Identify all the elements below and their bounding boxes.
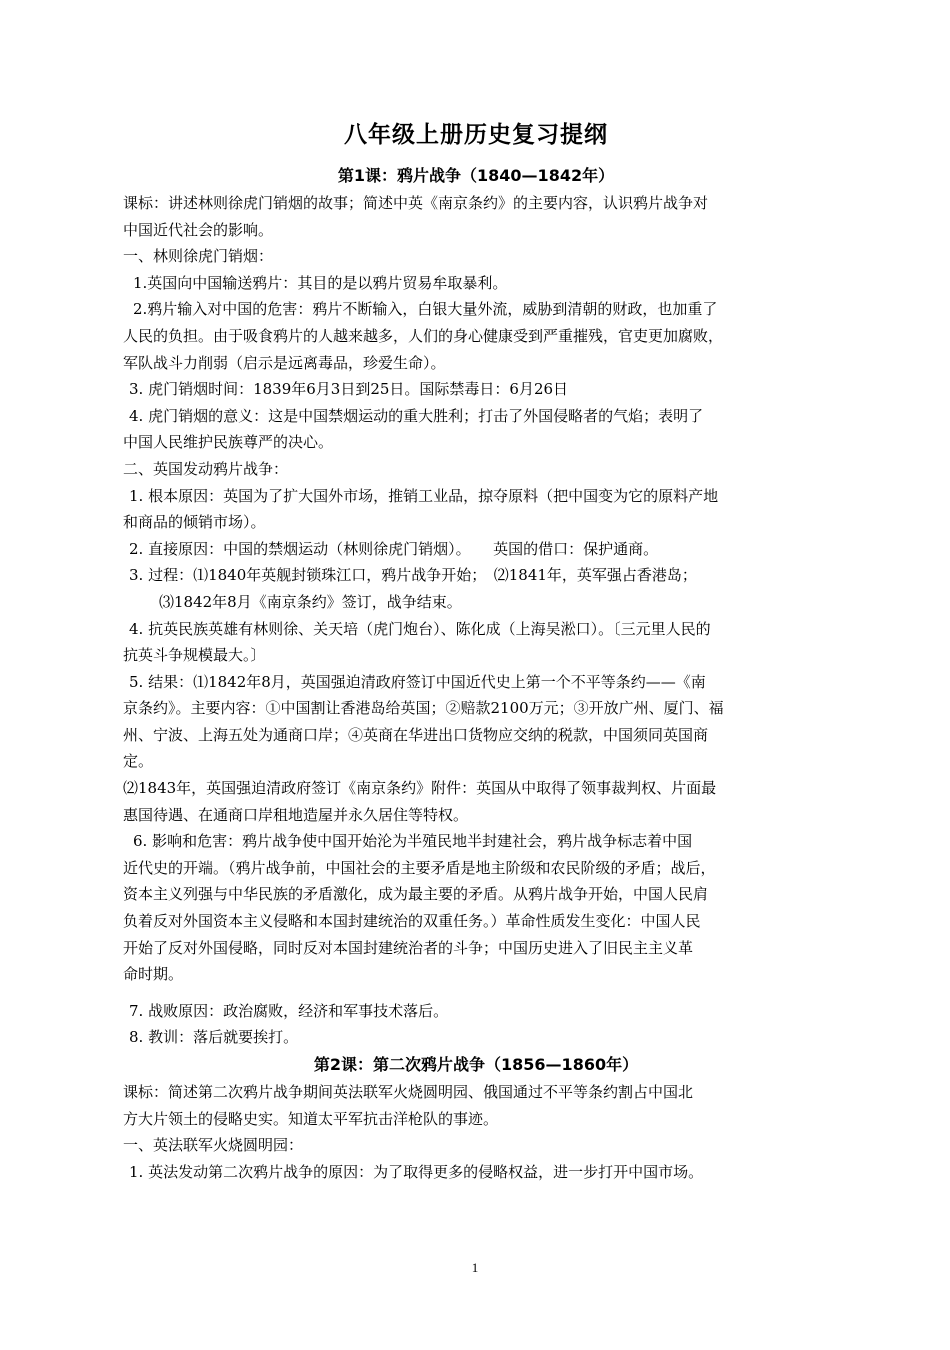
text-line: 惠国待遇、在通商口岸租地造屋并永久居住等特权。 bbox=[123, 805, 469, 824]
text-line: 定。 bbox=[123, 752, 154, 771]
text-line: 4. 抗英民族英雄有林则徐、关天培（虎门炮台）、陈化成（上海吴淞口）。〔三元里人民的 bbox=[129, 619, 711, 638]
text-line: 和商品的倾销市场）。 bbox=[123, 513, 266, 532]
text-line: 抗英斗争规模最大。〕 bbox=[123, 646, 266, 665]
text-line: 2. 直接原因：中国的禁烟运动（林则徐虎门销烟）。 英国的借口：保护通商。 bbox=[129, 539, 659, 558]
text-line: 京条约》。主要内容：①中国割让香港岛给英国；②赔款2100万元；③开放广州、厦门、福 bbox=[123, 699, 724, 718]
text-line: 8. 教训：落后就要挨打。 bbox=[129, 1028, 299, 1047]
section-heading: 一、林则徐虎门销烟： bbox=[123, 247, 274, 266]
text-line: 中国人民维护民族尊严的决心。 bbox=[123, 433, 334, 452]
text-line: 人民的负担。由于吸食鸦片的人越来越多，人们的身心健康受到严重摧残，官吏更加腐败， bbox=[123, 326, 724, 345]
text-line: 负着反对外国资本主义侵略和本国封建统治的双重任务。）革命性质发生变化：中国人民 bbox=[123, 912, 701, 931]
text-line: ⑶1842年8月《南京条约》签订，战争结束。 bbox=[129, 592, 462, 611]
text-line: ⑵1843年，英国强迫清政府签订《南京条约》附件：英国从中取得了领事裁判权、片面最 bbox=[123, 779, 717, 798]
text-line: 3. 虎门销烟时间：1839年6月3日到25日。国际禁毒日：6月26日 bbox=[129, 380, 569, 399]
text-line: 中国近代社会的影响。 bbox=[123, 220, 274, 239]
text-line: 5. 结果：⑴1842年8月，英国强迫清政府签订中国近代史上第一个不平等条约——《南 bbox=[129, 672, 706, 691]
spacer bbox=[123, 988, 829, 998]
text-line: 课标：讲述林则徐虎门销烟的故事；简述中英《南京条约》的主要内容，认识鸦片战争对 bbox=[123, 194, 709, 212]
text-line: 资本主义列强与中华民族的矛盾激化，成为最主要的矛盾。从鸦片战争开始，中国人民肩 bbox=[123, 885, 709, 904]
lesson2-title: 第2课：第二次鸦片战争（1856—1860年） bbox=[313, 1055, 639, 1074]
text-line: 3. 过程：⑴1840年英舰封锁珠江口，鸦片战争开始； ⑵1841年，英军强占香港岛； bbox=[129, 566, 697, 585]
lesson1-title: 第1课：鸦片战争（1840—1842年） bbox=[337, 166, 615, 185]
text-line: 1. 根本原因：英国为了扩大国外市场，推销工业品，掠夺原料（把中国变为它的原料产地 bbox=[129, 486, 719, 505]
text-line: 课标：简述第二次鸦片战争期间英法联军火烧圆明园、俄国通过不平等条约割占中国北 bbox=[123, 1083, 694, 1101]
text-line: 4. 虎门销烟的意义：这是中国禁烟运动的重大胜利；打击了外国侵略者的气焰；表明了 bbox=[129, 406, 704, 425]
section-heading: 一、英法联军火烧圆明园： bbox=[123, 1136, 304, 1155]
page-number: 1 bbox=[471, 1260, 479, 1275]
text-line: 近代史的开端。（鸦片战争前，中国社会的主要矛盾是地主阶级和农民阶级的矛盾；战后， bbox=[123, 858, 716, 877]
text-line: 7. 战败原因：政治腐败，经济和军事技术落后。 bbox=[129, 1001, 449, 1020]
text-line: 1.英国向中国输送鸦片：其目的是以鸦片贸易牟取暴利。 bbox=[133, 273, 508, 292]
text-line: 军队战斗力削弱（启示是远离毒品，珍爱生命）。 bbox=[123, 353, 446, 372]
text-line: 命时期。 bbox=[123, 965, 184, 984]
text-line: 1. 英法发动第二次鸦片战争的原因：为了取得更多的侵略权益，进一步打开中国市场。 bbox=[129, 1162, 704, 1181]
text-line: 6. 影响和危害：鸦片战争使中国开始沦为半殖民地半封建社会，鸦片战争标志着中国 bbox=[133, 832, 693, 851]
document-title: 八年级上册历史复习提纲 bbox=[344, 122, 608, 148]
text-line: 州、宁波、上海五处为通商口岸；④英商在华进出口货物应交纳的税款，中国须同英国商 bbox=[123, 725, 709, 744]
document-page bbox=[123, 118, 829, 1185]
section-heading: 二、英国发动鸦片战争： bbox=[123, 459, 289, 478]
lesson2-body bbox=[123, 1079, 829, 1185]
lesson1-body bbox=[123, 190, 829, 1051]
text-line: 2.鸦片输入对中国的危害：鸦片不断输入，白银大量外流，威胁到清朝的财政，也加重了 bbox=[133, 300, 718, 319]
text-line: 方大片领土的侵略史实。知道太平军抗击洋枪队的事迹。 bbox=[123, 1109, 499, 1128]
text-line: 开始了反对外国侵略，同时反对本国封建统治者的斗争；中国历史进入了旧民主主义革 bbox=[123, 938, 694, 957]
